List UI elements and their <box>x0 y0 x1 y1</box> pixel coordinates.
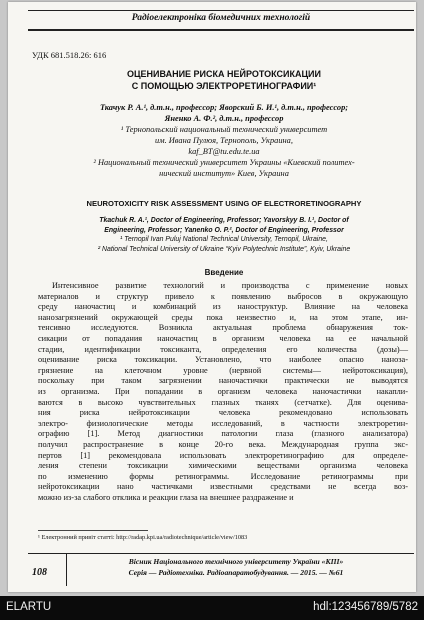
body-line: грязнение на клеточном уровне (нервной системы— нейротоксикация), <box>38 365 408 375</box>
udc-code: УДК 681.518.26: 616 <box>32 50 107 60</box>
title-line-2: С ПОМОЩЬЮ ЭЛЕКТРОРЕТИНОГРАФИИ¹ <box>131 81 317 91</box>
affiliation-2-line-1: ² Национальный технический университет Украины «Киевский политех- <box>93 158 355 167</box>
body-line: можно из-за слабого отклика и реакции глаза на внешнее раздражение и <box>38 492 294 502</box>
authors-en-line-2: Engineering, Professor; Yanenko O. P.², Doctor of Engineering, Professor <box>104 226 344 234</box>
body-line: ваются в высоко чувствительных глазных тканях (сетчатке). Для оценива- <box>38 397 408 407</box>
authors-en-line-1: Tkachuk R. A.¹, Doctor of Engineering, Professor; Yavorskyy B. I.¹, Doctor of <box>99 217 349 224</box>
body-line: оценивание риска токсикации. Установлено, что наиболее опасно нанoза- <box>38 355 408 365</box>
affiliation-2-line-2: нический институт» Киев, Украина <box>159 169 289 178</box>
body-line: Интенсивное развитие технологий и производства с применение новых <box>52 281 408 290</box>
body-line: ления степени токсикации химическими веществами организма человека <box>38 461 408 471</box>
body-line: по изменению формы ретинограммы. Исследование ретинограммы при <box>38 471 408 481</box>
body-line: нейротоксикации нано частичками известными средствами не всегда воз- <box>38 482 408 492</box>
affiliation-1-line-2: им. Ивана Пулюя, Тернополь, Украина, <box>155 136 293 145</box>
body-line: материалов и структур привело к появлению выбросов в окружающую <box>38 291 408 301</box>
journal-line-1: Вісник Національного технічного університету України «КПІ» <box>128 557 344 566</box>
paper-page <box>8 2 416 592</box>
paper-title <box>32 68 416 92</box>
affiliation-en-1: ¹ Ternopil Ivan Puluj National Technical University, Ternopil, Ukraine, <box>120 236 328 244</box>
body-line: ографию [1]. Метод диагностики патологии глаза (глазного анализатора) <box>38 429 408 439</box>
authors-en <box>32 216 416 254</box>
page-number: 108 <box>32 567 47 578</box>
authors-ru-line-2: Яненко А. Ф.², д.т.н., профессор <box>164 114 284 123</box>
authors-ru <box>32 102 416 179</box>
body-line: стадии, идентификации токсиканта, определения его количества (дозы)— <box>38 344 408 354</box>
authors-ru-line-1: Ткачук Р. А.¹, д.т.н., профессор; Яворский Б. И.¹, д.т.н., профессор; <box>99 103 349 112</box>
affiliation-1-line-1: ¹ Тернопольский национальный технический университет <box>120 125 328 134</box>
body-line: получил распространение в конце 20-го века. Международная группа экс- <box>38 439 408 449</box>
english-title: NEUROTOXICITY RISK ASSESSMENT USING OF ELECTRORETINOGRAPHY <box>86 199 362 208</box>
handle-id: hdl:123456789/5782 <box>313 601 418 613</box>
page-footer <box>28 553 414 586</box>
body-line: электро- физиологические методы исследований, в частности электроретин- <box>38 418 408 428</box>
body-paragraph <box>38 281 408 503</box>
footnote-rule <box>38 530 148 531</box>
body-line: сикации от попадания наночастиц в организм человека на ее начальной <box>38 333 408 343</box>
footnote: ¹ Електронний привіт статті: http://radap.kpi.ua/radiotechnique/article/view/1083 <box>38 534 248 541</box>
affiliation-en-2: ² National Technical University of Ukraine “Kyiv Polytechnic Institute”, Kyiv, Ukraine <box>97 245 351 253</box>
running-header: Радіоелектроніка біомедичних технологій <box>28 10 414 31</box>
repository-bar <box>0 596 424 620</box>
body-line: нанозагрязнений окружающей среды пока неизвестно и, на этом этапе, ин- <box>38 312 408 322</box>
body-line: ния риска нейротоксикации человека рекомендовано использовать <box>38 408 408 418</box>
body-line: из организма. При попадании в организм человека наночастички накапли- <box>38 386 408 396</box>
repository-name: ELARTU <box>6 601 52 613</box>
footer-divider <box>66 554 67 586</box>
affiliation-1-email: kaf_BT@tu.edu.te.ua <box>188 147 260 156</box>
journal-name <box>76 556 396 578</box>
body-line: тенсивно исследуются. Возникла актуальная проблема обнаружения ток- <box>38 323 408 333</box>
journal-line-2: Серія — Радіотехніка. Радіоапаратобудування. — 2015. — №61 <box>128 568 344 577</box>
body-line: поскольку при таком загрязнении наночастички практически не выводятся <box>38 376 408 386</box>
section-heading-introduction: Введение <box>204 268 244 277</box>
body-line: среду наночастиц и комбинаций из наноструктур. Влияние на человека <box>38 302 408 312</box>
body-line: пертов [1] рекомендовала использовать электроретинографию для определе- <box>38 450 408 460</box>
title-line-1: ОЦЕНИВАНИЕ РИСКА НЕЙРОТОКСИКАЦИИ <box>126 69 321 79</box>
